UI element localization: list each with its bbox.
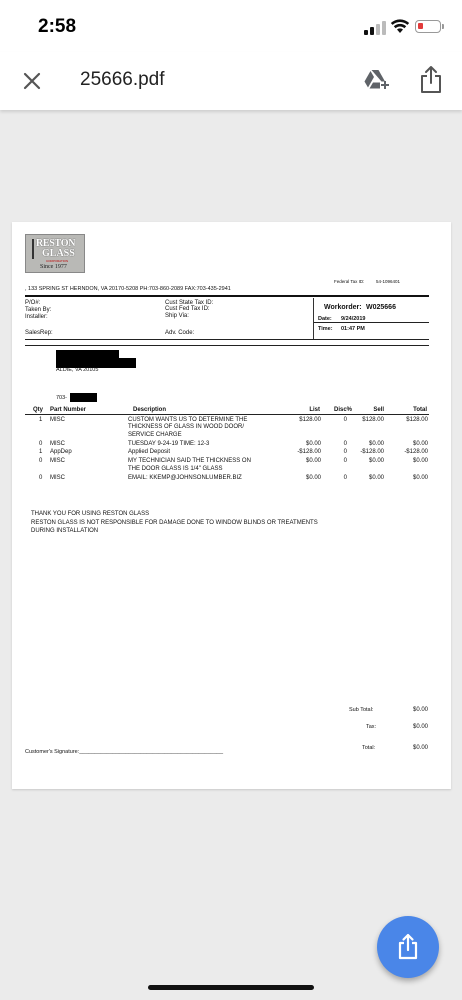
row-part: MISC: [50, 458, 65, 464]
divider: [314, 322, 429, 323]
row-list: $128.00: [299, 417, 321, 423]
status-time: 2:58: [38, 16, 77, 37]
note-line: THANK YOU FOR USING RESTON GLASS: [31, 511, 150, 517]
po-label: P/O#:: [25, 300, 41, 306]
row-sell: $0.00: [368, 475, 384, 481]
row-total: $0.00: [412, 458, 428, 464]
row-sell: $0.00: [368, 441, 384, 447]
row-disc: 0: [343, 449, 347, 455]
row-part: MISC: [50, 475, 65, 481]
installer-label: Installer:: [25, 314, 48, 320]
column-header-part-number: Part Number: [50, 407, 87, 413]
column-header-list: List: [309, 407, 320, 413]
row-list: $0.00: [305, 475, 321, 481]
add-to-drive-icon[interactable]: [362, 66, 390, 94]
date-value: 9/24/2019: [341, 316, 366, 322]
row-description-line: CUSTOM WANTS US TO DETERMINE THE: [128, 417, 248, 423]
cellular-signal-icon: [364, 21, 386, 35]
row-qty: 1: [39, 417, 43, 423]
taken-by-label: Taken By:: [25, 307, 52, 313]
adv-code-label: Adv. Code:: [165, 330, 195, 336]
federal-tax-label: Federal Tax ID:: [334, 279, 365, 284]
battery-icon: [415, 20, 441, 33]
row-part: MISC: [50, 417, 65, 423]
time-value: 01:47 PM: [341, 326, 365, 332]
row-list: $0.00: [305, 441, 321, 447]
federal-tax-value: 54-1096401: [376, 279, 401, 284]
total-value: $0.00: [412, 745, 428, 751]
row-description-line: SERVICE CHARGE: [128, 432, 182, 438]
ship-via-label: Ship Via:: [165, 313, 189, 319]
row-description-line: THE DOOR GLASS IS 1/4" GLASS: [128, 466, 223, 472]
note-line: RESTON GLASS IS NOT RESPONSIBLE FOR DAMAGE DONE TO WINDOW BLINDS OR TREATMENTS: [31, 520, 318, 526]
wifi-icon: [390, 18, 410, 34]
row-disc: 0: [343, 417, 347, 423]
home-indicator[interactable]: [148, 985, 314, 990]
row-qty: 0: [39, 475, 43, 481]
share-icon: [377, 916, 439, 978]
workorder-number: W025666: [366, 304, 396, 311]
share-icon[interactable]: [418, 65, 444, 95]
row-list: -$128.00: [297, 449, 321, 455]
row-qty: 0: [39, 458, 43, 464]
divider: [25, 295, 429, 297]
tax-label: Tax:: [366, 724, 377, 730]
subtotal-value: $0.00: [412, 707, 428, 713]
note-line: DURING INSTALLATION: [31, 528, 99, 534]
workorder-label: Workorder:: [324, 304, 362, 311]
date-label: Date:: [318, 316, 332, 322]
row-disc: 0: [343, 441, 347, 447]
company-logo: RESTON GLASS CORPORATION Since 1977: [25, 234, 85, 273]
row-description-line: TUESDAY 9-24-19 TIME: 12-3: [128, 441, 210, 447]
share-fab-button[interactable]: [377, 916, 439, 978]
customer-signature-line: Customer's Signature:_______________________________________________: [25, 749, 224, 755]
app-header: [0, 52, 462, 110]
status-bar: [0, 0, 462, 52]
cust-fed-tax-label: Cust Fed Tax ID:: [165, 306, 210, 312]
file-title: 25666.pdf: [80, 69, 165, 90]
cust-state-tax-label: Cust State Tax ID:: [165, 300, 214, 306]
column-header-sell: Sell: [373, 407, 384, 413]
row-total: -$128.00: [404, 449, 428, 455]
divider: [25, 414, 429, 415]
column-header-total: Total: [413, 407, 427, 413]
phone-prefix: 703-: [56, 395, 68, 401]
total-label: Total:: [362, 745, 376, 751]
column-header-qty: Qty: [33, 407, 44, 413]
column-header-description: Description: [133, 407, 167, 413]
row-part: MISC: [50, 441, 65, 447]
tax-value: $0.00: [412, 724, 428, 730]
row-description-line: THICKNESS OF GLASS IN WOOD DOOR/: [128, 424, 245, 430]
row-part: AppDep: [50, 449, 72, 455]
row-qty: 1: [39, 449, 43, 455]
row-sell: $0.00: [368, 458, 384, 464]
row-description-line: EMAIL: KKEMP@JOHNSONLUMBER.BIZ: [128, 475, 242, 481]
customer-city: ALDIE, VA 20105: [56, 367, 99, 373]
divider: [25, 345, 429, 346]
salesrep-label: SalesRep:: [25, 330, 53, 336]
divider: [313, 298, 314, 339]
column-header-disc: Disc%: [333, 407, 352, 413]
row-total: $0.00: [412, 475, 428, 481]
row-description-line: MY TECHNICIAN SAID THE THICKNESS ON: [128, 458, 251, 464]
row-qty: 0: [39, 441, 43, 447]
row-disc: 0: [343, 475, 347, 481]
time-label: Time:: [318, 326, 333, 332]
subtotal-label: Sub Total:: [349, 707, 374, 713]
row-total: $128.00: [406, 417, 428, 423]
divider: [25, 339, 429, 340]
row-description-line: Applied Deposit: [128, 449, 171, 455]
row-disc: 0: [343, 458, 347, 464]
close-icon[interactable]: [18, 67, 46, 95]
row-list: $0.00: [305, 458, 321, 464]
row-sell: $128.00: [362, 417, 384, 423]
row-total: $0.00: [412, 441, 428, 447]
pdf-page: [12, 222, 451, 789]
row-sell: -$128.00: [360, 449, 384, 455]
company-address: , 133 SPRING ST HERNDON, VA 20170-5208 PH:703-860-2089 FAX:703-435-2941: [25, 286, 231, 292]
redaction-bar: [70, 393, 97, 402]
